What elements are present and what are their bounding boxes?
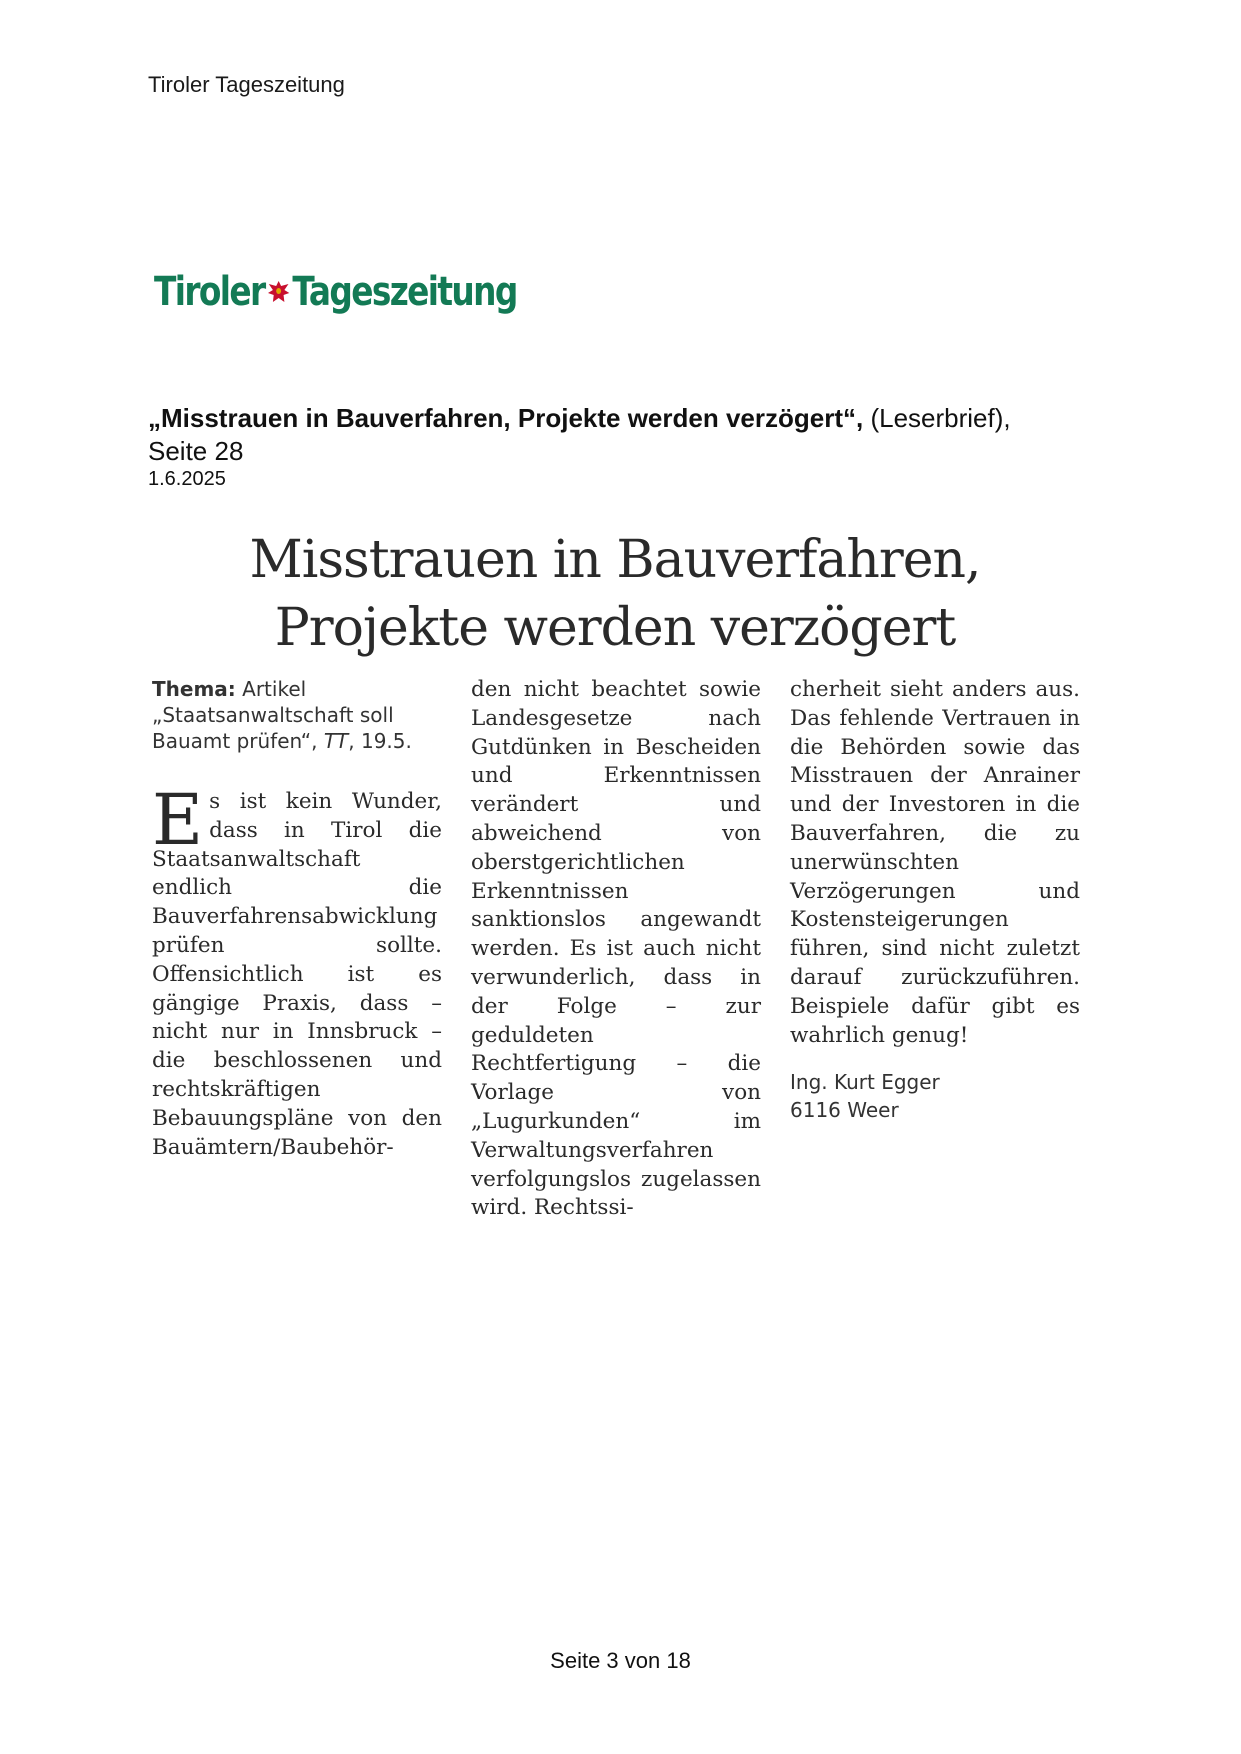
column-3-text: cherheit sieht anders aus. Das fehlende Vertrauen in die Behörden sowie das Misstrauen der Anrainer und der Investoren in die Bauverfahren, die zu unerwünschten Verzögerungen und Kostensteigerungen führen, sind nicht zuletzt darauf zurückzuführen. Beispiele dafür gibt es wahrlich genug! [790, 677, 1080, 1048]
thema-date: , 19.5. [348, 729, 412, 753]
page-footer: Seite 3 von 18 [550, 1648, 691, 1673]
citation-page: Seite 28 [148, 436, 244, 466]
newspaper-logo [154, 262, 517, 322]
article-column-2 [471, 676, 761, 1223]
article-title-line2: Projekte werden verzögert [274, 598, 956, 658]
author-signature [790, 1068, 1080, 1124]
article-title [150, 526, 1080, 662]
column-2-text: den nicht beachtet sowie Landesgesetze nach Gutdünken in Bescheiden und Erkenntnissen verändert und abweichend von oberstgerichtlichen Erkenntnissen sanktionslos angewandt werden. Es ist auch nicht verwunderlich, dass in der Folge – zur geduldeten Rechtfertigung – die Vorlage von „Lugurkunden“ im Verwaltungsverfahren verfolgungslos zugelassen wird. Rechtssi- [471, 677, 761, 1221]
article-column-3 [790, 676, 1080, 1124]
publication-date: 1.6.2025 [148, 468, 226, 490]
drop-cap: E [152, 779, 204, 861]
article-title-line1: Misstrauen in Bauverfahren, [249, 530, 981, 590]
article-column-1 [152, 676, 442, 1162]
tyrolean-eagle-icon [266, 277, 291, 307]
author-name: Ing. Kurt Egger [790, 1070, 940, 1095]
column-1-body: s ist kein Wunder, dass in Tirol die Staatsanwaltschaft endlich die Bauverfahrensabwicklung prüfen sollte. Offensichtlich ist es gängige Praxis, dass – nicht nur in Innsbruck – die beschlossenen und rechtskräftigen Bebauungspläne von den Bauämtern/Baubehör- [152, 789, 442, 1160]
citation-title [148, 402, 1108, 468]
thema-reference [152, 676, 442, 754]
thema-text: Artikel „Staatsanwaltschaft soll Bauamt prüfen“, [152, 677, 394, 753]
citation-headline: „Misstrauen in Bauverfahren, Projekte werden verzögert“, [148, 403, 864, 433]
author-location: 6116 Weer [790, 1098, 899, 1123]
column-1-text [152, 779, 442, 1162]
citation-type: (Leserbrief), [870, 403, 1011, 433]
thema-label: Thema: [152, 677, 236, 701]
logo-text-left: Tiroler [154, 269, 265, 315]
thema-source: TT [323, 729, 349, 753]
logo-text-right: Tageszeitung [292, 269, 517, 315]
page-header: Tiroler Tageszeitung [148, 72, 345, 97]
